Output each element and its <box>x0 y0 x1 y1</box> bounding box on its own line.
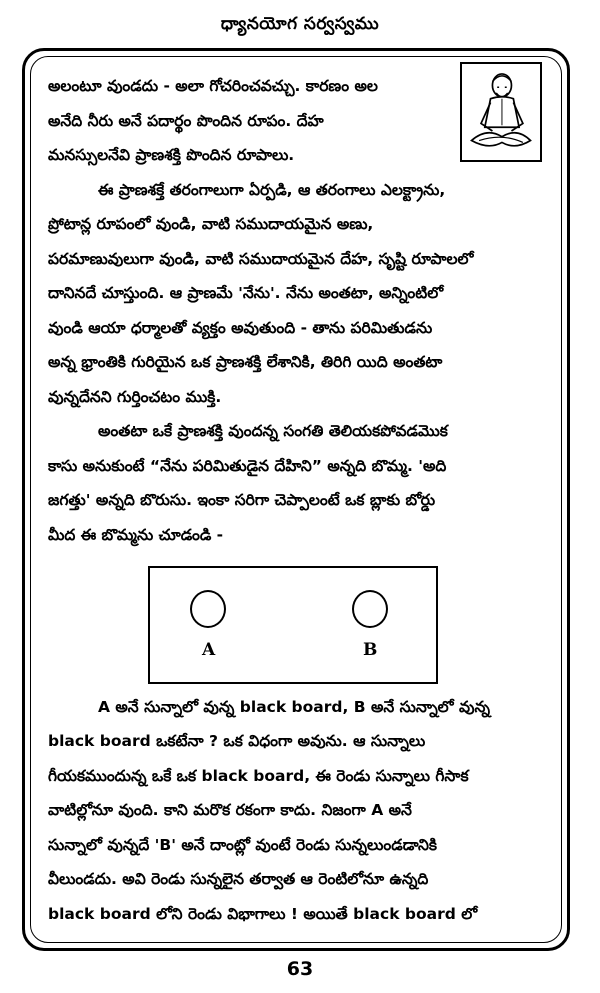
meditating-figure-icon <box>462 64 540 160</box>
text-line: ఈ ప్రాణశక్తే తరంగాలుగా ఏర్పడి, ఆ తరంగాలు ఎలక్ట్రాను, <box>98 181 446 199</box>
text-line: గీయకముందున్న ఒకే ఒక black board, ఈ రెండు సున్నాలు గీసాక <box>48 767 469 785</box>
text-line: పరమాణువులుగా వుండి, వాటి సముదాయమైన దేహ, సృష్టి రూపాలలో <box>48 250 474 268</box>
text-line: ప్రోటాన్ల రూపంలో వుండి, వాటి సముదాయమైన అణు, <box>48 215 374 233</box>
text-line: సున్నాలో వున్నదే 'B' అనే దాంట్లో వుంటే రెండు సున్నలుండడానికి <box>48 836 438 854</box>
text-line: అనేది నీరు అనే పదార్థం పొందిన రూపం. దేహ <box>48 112 324 130</box>
text-line: A అనే సున్నాలో వున్న black board, B అనే సున్నాలో వున్న <box>98 698 490 716</box>
text-line: అంతటా ఒకే ప్రాణశక్తి వుందన్న సంగతి తెలియకపోవడమొక <box>98 422 448 440</box>
page-number: 63 <box>286 958 314 980</box>
author-portrait <box>460 62 542 162</box>
text-line: అలంటూ వుండదు - అలా గోచరించవచ్చు. కారణం అల <box>48 77 378 95</box>
running-header: ధ్యానయోగ సర్వస్వము <box>220 14 380 34</box>
text-line: జగత్తు' అన్నది బొరుసు. ఇంకా సరిగా చెప్పాలంటే ఒక బ్లాకు బోర్డు <box>48 491 436 509</box>
text-line: కాసు అనుకుంటే “నేను పరిమితుడైన దేహిని” అన్నది బొమ్మ. 'అది <box>48 457 447 475</box>
text-line: దానినదే చూస్తుంది. ఆ ప్రాణమే 'నేను'. నేను అంతటా, అన్నింటిలో <box>48 284 444 302</box>
circle-b-label: B <box>363 640 378 660</box>
text-line: మనస్సులనేవి ప్రాణశక్తి పొందిన రూపాలు. <box>48 146 295 164</box>
text-line: మీద ఈ బొమ్మను చూడండి - <box>48 526 224 544</box>
circle-a <box>190 590 226 628</box>
text-line: వున్నదేనని గుర్తించటం ముక్తి. <box>48 388 222 406</box>
text-line: వాటిల్లోనూ వుంది. కాని మరొక రకంగా కాదు. నిజంగా A అనే <box>48 801 412 819</box>
blackboard-diagram <box>148 566 438 684</box>
text-line: black board ఒకటేనా ? ఒక విధంగా అవును. ఆ సున్నాలు <box>48 732 426 750</box>
text-line: అన్న భ్రాంతికి గురియైన ఒక ప్రాణశక్తి లేశానికి, తిరిగి యిది అంతటా <box>48 353 443 371</box>
circle-a-label: A <box>202 640 216 660</box>
text-line: black board లోని రెండు విభాగాలు ! అయితే black board లో <box>48 905 478 923</box>
text-line: వుండి ఆయా ధర్మాలతో వ్యక్తం అవుతుంది - తాను పరిమితుడను <box>48 319 433 337</box>
text-line: వీలుండదు. అవి రెండు సున్నలైన తర్వాత ఆ రెంటిలోనూ ఉన్నది <box>48 870 429 888</box>
circle-b <box>352 590 388 628</box>
